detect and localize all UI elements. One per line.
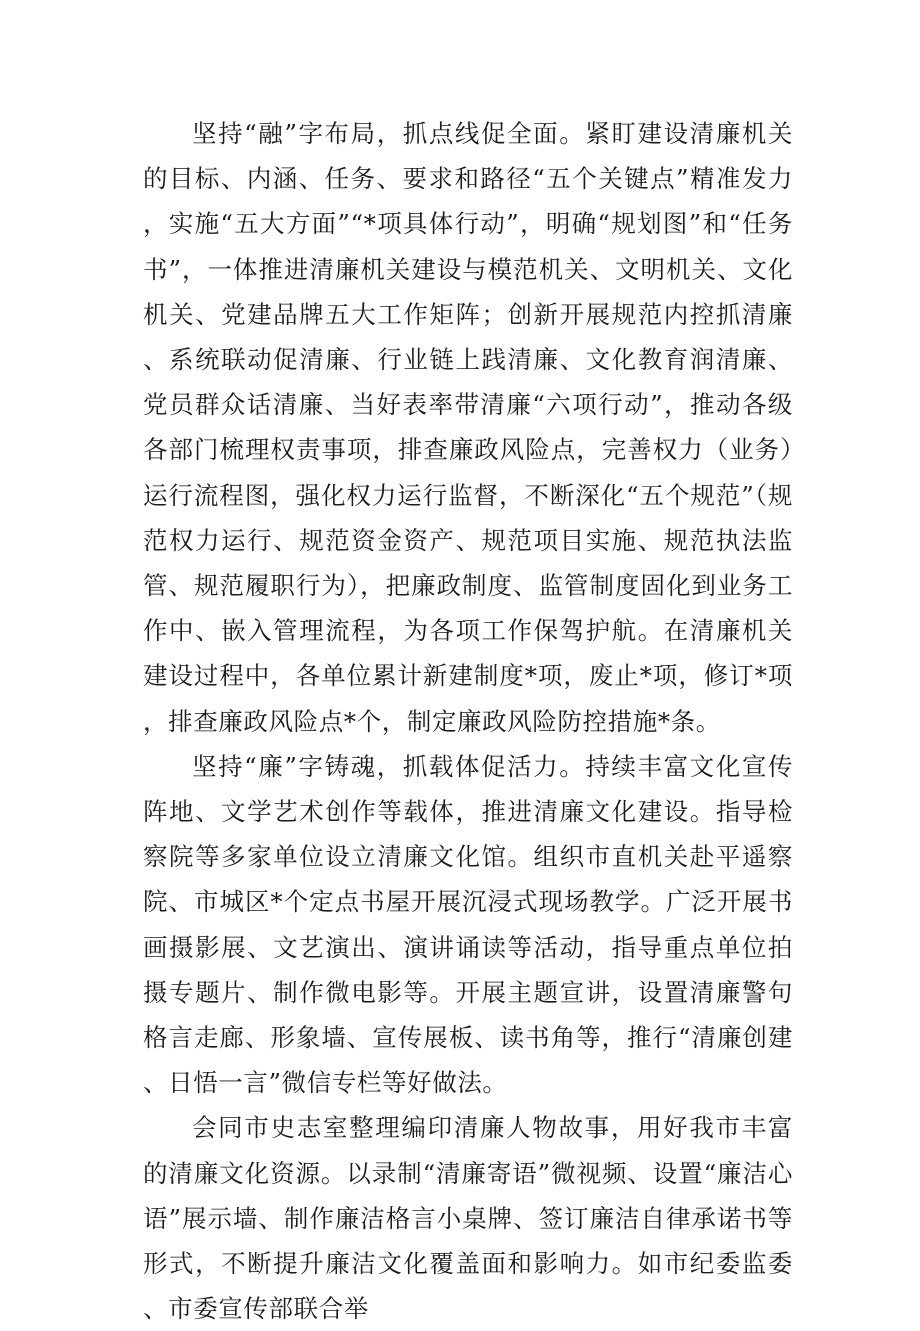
paragraph-culture-resources: 会同市史志室整理编印清廉人物故事，用好我市丰富的清廉文化资源。以录制“清廉寄语”微视频、设置“廉洁心语”展示墙、制作廉洁格言小桌牌、签订廉洁自律承诺书等形式，不断提升廉洁文化覆盖面和影响力。如市纪委监委、市委宣传部联合举 [143,1113,793,1324]
document-body [143,111,793,1331]
paragraph-lian-soul: 坚持“廉”字铸魂，抓载体促活力。持续丰富文化宣传阵地、文学艺术创作等载体，推进清廉文化建设。指导检察院等多家单位设立清廉文化馆。组织市直机关赴平遥察院、市城区*个定点书屋开展沉浸式现场教学。广泛开展书画摄影展、文艺演出、演讲诵读等活动，指导重点单位拍摄专题片、制作微电影等。开展主题宣讲，设置清廉警句格言走廊、形象墙、宣传展板、读书角等，推行“清廉创建、日悟一言”微信专栏等好做法。 [143,751,793,1098]
paragraph-rong-layout: 坚持“融”字布局，抓点线促全面。紧盯建设清廉机关的目标、内涵、任务、要求和路径“五个关键点”精准发力，实施“五大方面”“*项具体行动”，明确“规划图”和“任务书”，一体推进清廉机关建设与模范机关、文明机关、文化机关、党建品牌五大工作矩阵；创新开展规范内控抓清廉、系统联动促清廉、行业链上践清廉、文化教育润清廉、党员群众话清廉、当好表率带清廉“六项行动”，推动各级各部门梳理权责事项，排查廉政风险点，完善权力（业务）运行流程图，强化权力运行监督，不断深化“五个规范”（规范权力运行、规范资金资产、规范项目实施、规范执法监管、规范履职行为），把廉政制度、监管制度固化到业务工作中、嵌入管理流程，为各项工作保驾护航。在清廉机关建设过程中，各单位累计新建制度*项，废止*项，修订*项，排查廉政风险点*个，制定廉政风险防控措施*条。 [143,119,793,736]
